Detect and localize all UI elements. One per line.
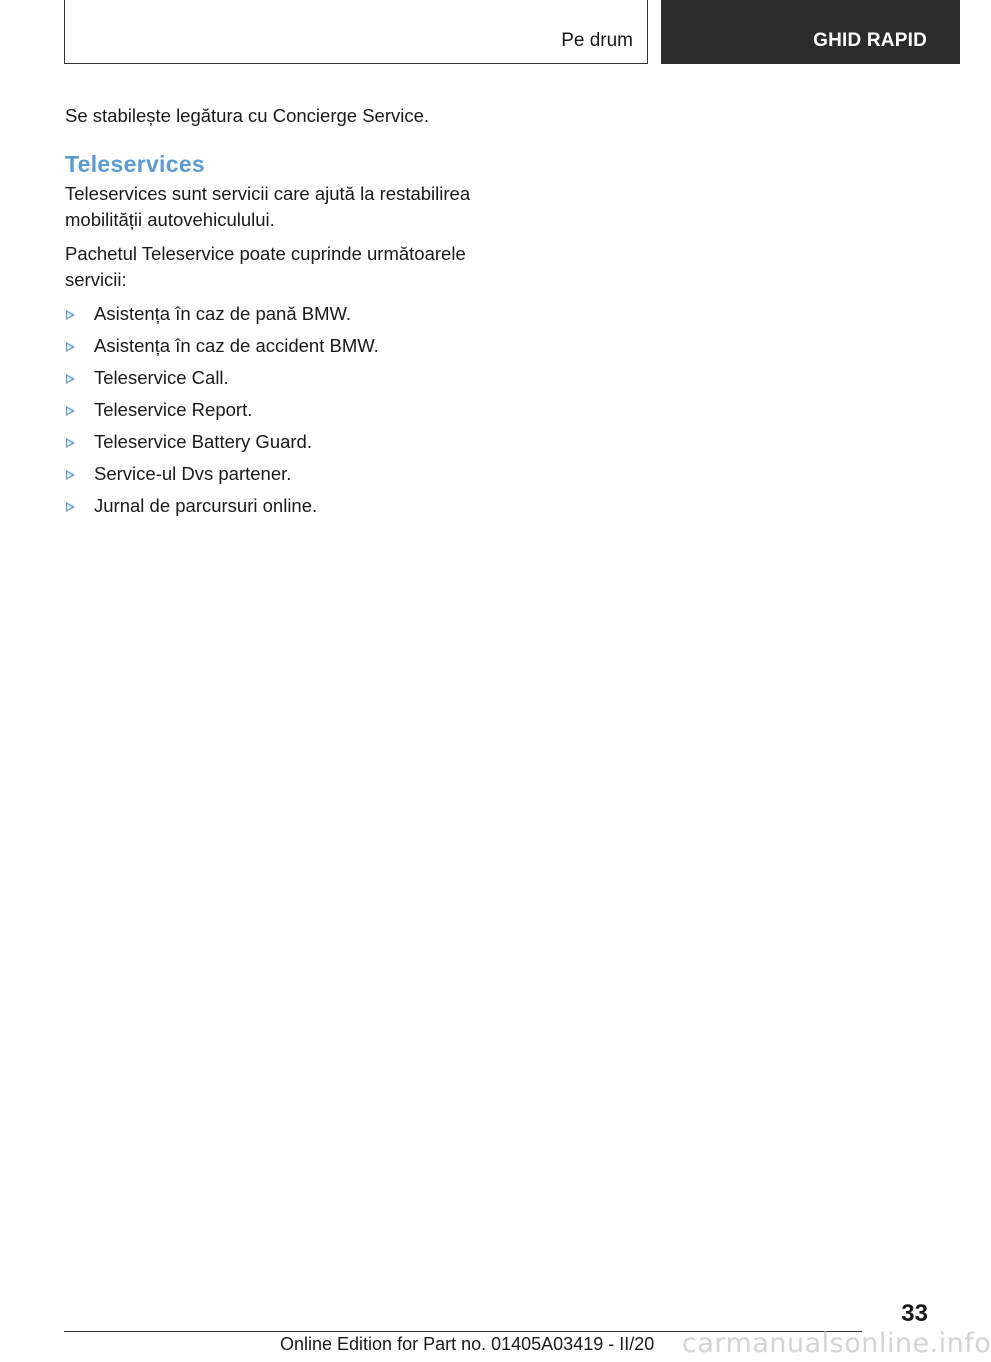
chapter-title: GHID RAPID (813, 30, 927, 51)
list-item (65, 429, 485, 455)
page-number: 33 (901, 1300, 928, 1327)
list-item (65, 301, 485, 327)
list-item-text: Teleservice Battery Guard. (94, 431, 312, 452)
bullet-triangle-icon (66, 342, 75, 352)
header-section-box (64, 0, 648, 64)
bullet-triangle-icon (66, 310, 75, 320)
list-item-text: Asistența în caz de accident BMW. (94, 335, 379, 356)
watermark-text: carmanualsonline.info (682, 1328, 991, 1359)
bullet-triangle-icon (66, 438, 75, 448)
paragraph-description: Teleservices sunt servicii care ajută la restabilirea mobilității autovehiculului. (65, 183, 471, 230)
section-title: Pe drum (561, 30, 633, 51)
list-item-text: Service-ul Dvs partener. (94, 463, 292, 484)
bullet-triangle-icon (66, 502, 75, 512)
bullet-triangle-icon (66, 406, 75, 416)
list-item-text: Asistența în caz de pană BMW. (94, 303, 352, 324)
list-item (65, 493, 485, 519)
bullet-triangle-icon (66, 374, 75, 384)
footer-edition-text: Online Edition for Part no. 01405A03419 - II/20 (280, 1334, 655, 1354)
intro-paragraph: Se stabilește legătura cu Concierge Service. (65, 105, 430, 126)
list-item-text: Teleservice Call. (94, 367, 229, 388)
list-item-text: Teleservice Report. (94, 399, 253, 420)
section-heading: Teleservices (65, 151, 206, 177)
list-item (65, 333, 485, 359)
services-list (65, 301, 485, 519)
paragraph-package: Pachetul Teleservice poate cuprinde următoarele servicii: (65, 243, 466, 290)
header-chapter-tab (661, 0, 960, 64)
list-item-text: Jurnal de parcursuri online. (94, 495, 318, 516)
list-item (65, 397, 485, 423)
list-item (65, 461, 485, 487)
bullet-triangle-icon (66, 470, 75, 480)
list-item (65, 365, 485, 391)
main-content (65, 103, 485, 525)
